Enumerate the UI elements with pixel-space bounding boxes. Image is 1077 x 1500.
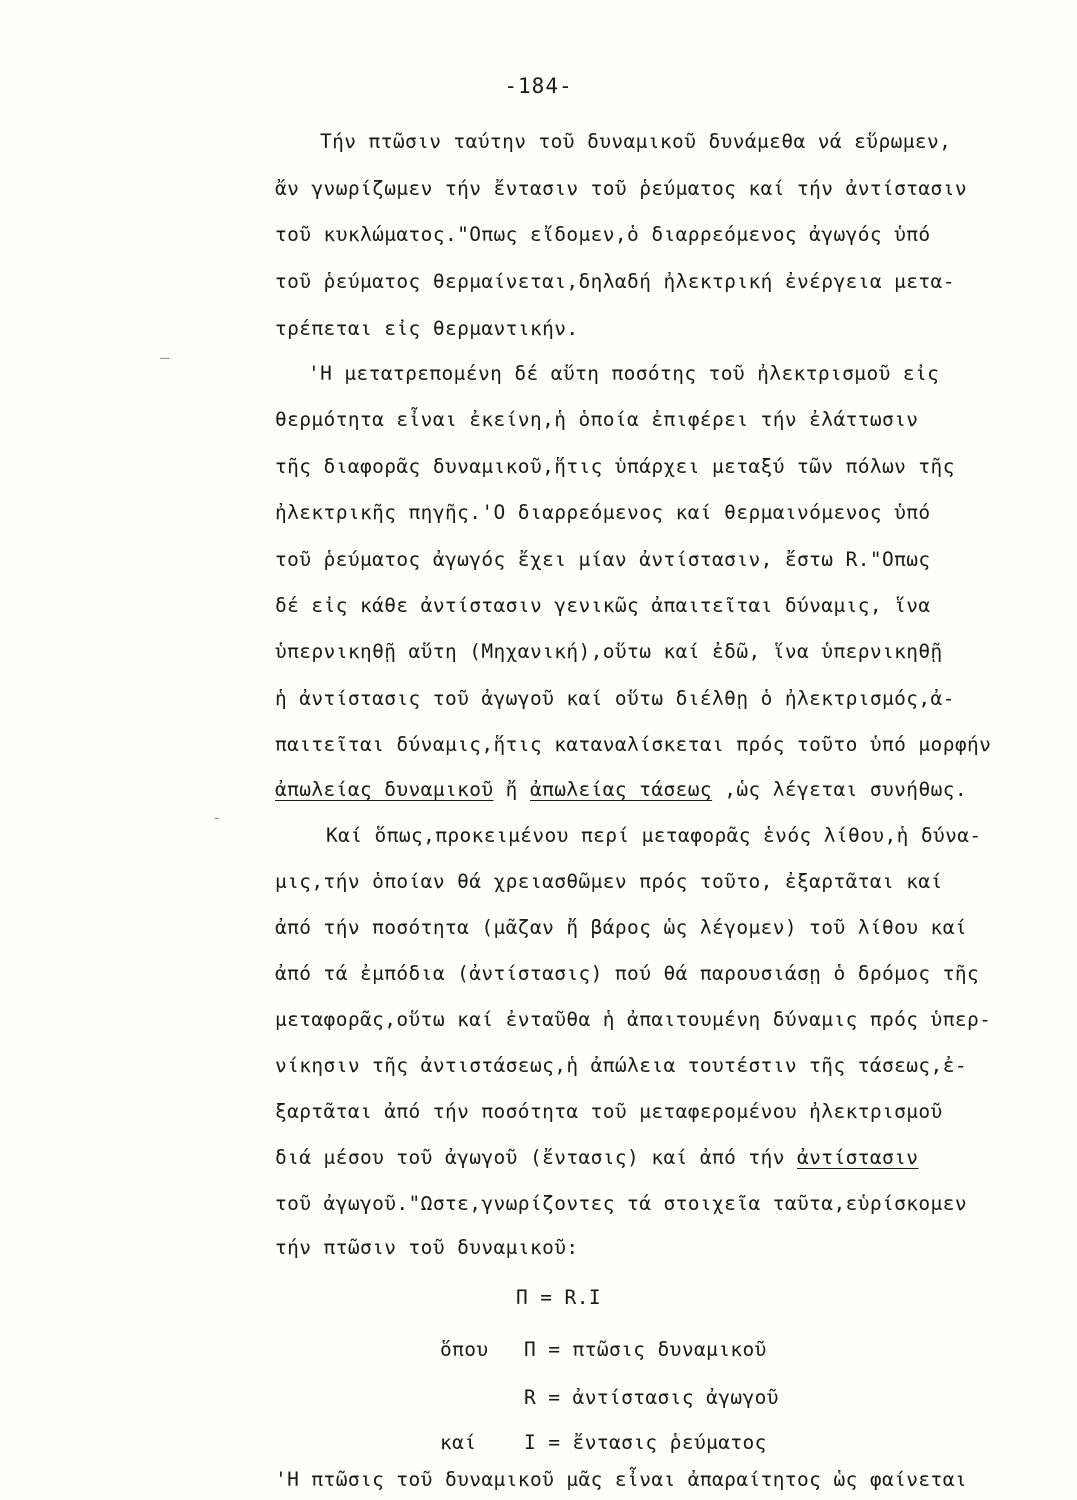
- text-span: ἤ: [493, 778, 530, 801]
- text-line-20: μεταφορᾶς,οὕτω καί ἐνταῦθα ἡ ἀπαιτουμένη δύναμις πρός ὑπερ-: [275, 1008, 992, 1031]
- text-line-1: Τήν πτῶσιν ταύτην τοῦ δυναμικοῦ δυνάμεθα νά εὕρωμεν,: [320, 130, 952, 153]
- text-line-2: ἄν γνωρίζωμεν τήν ἔντασιν τοῦ ῥεύματος καί τήν ἀντίστασιν: [275, 177, 967, 200]
- text-line-5: τρέπεται εἰς θερμαντικήν.: [275, 317, 579, 340]
- definition-pi: Π = πτῶσις δυναμικοῦ: [524, 1338, 767, 1361]
- text-line-4: τοῦ ῥεύματος θερμαίνεται,δηλαδή ἠλεκτρική ἐνέργεια μετα-: [275, 270, 955, 293]
- where-label: ὅπου: [440, 1338, 489, 1361]
- text-line-8: τῆς διαφορᾶς δυναμικοῦ,ἥτις ὑπάρχει μεταξύ τῶν πόλων τῆς: [275, 455, 955, 478]
- text-line-6: 'Η μετατρεπομένη δέ αὕτη ποσότης τοῦ ἠλεκτρισμοῦ εἰς: [308, 362, 940, 385]
- text-line-25: τήν πτῶσιν τοῦ δυναμικοῦ:: [275, 1236, 579, 1259]
- text-line-last: 'Η πτῶσις τοῦ δυναμικοῦ μᾶς εἶναι ἀπαραίτητος ὡς φαίνεται: [275, 1468, 967, 1491]
- text-line-24: τοῦ ἀγωγοῦ."Ωστε,γνωρίζοντες τά στοιχεῖα ταῦτα,εὑρίσκομεν: [275, 1192, 967, 1215]
- text-span: διά μέσου τοῦ ἀγωγοῦ (ἔντασις) καί ἀπό τήν: [275, 1146, 798, 1169]
- text-line-11: δέ εἰς κάθε ἀντίστασιν γενικῶς ἀπαιτεῖται δύναμις, ἵνα: [275, 594, 931, 617]
- text-line-16: Καί ὅπως,προκειμένου περί μεταφορᾶς ἑνός λίθου,ἡ δύνα-: [326, 824, 982, 847]
- text-line-18: ἀπό τήν ποσότητα (μᾶζαν ἤ βάρος ὡς λέγομεν) τοῦ λίθου καί: [275, 916, 967, 939]
- text-span: ,ὡς λέγεται συνήθως.: [712, 778, 968, 801]
- margin-mark: -: [212, 808, 222, 827]
- bleed-through-1: [300, 108, 309, 126]
- text-line-12: ὑπερνικηθῇ αὕτη (Μηχανική),οὕτω καί ἐδῶ, ἵνα ὑπερνικηθῇ: [275, 640, 943, 663]
- text-line-7: θερμότητα εἶναι ἐκείνη,ἡ ὁποία ἐπιφέρει τήν ἐλάττωσιν: [275, 408, 919, 431]
- formula-main: Π = R.I: [516, 1286, 601, 1309]
- underlined-term-3: ἀντίστασιν: [797, 1146, 919, 1169]
- text-line-22: ξαρτᾶται ἀπό τήν ποσότητα τοῦ μεταφερομένου ἠλεκτρισμοῦ: [275, 1100, 943, 1123]
- underlined-term-1: ἀπωλείας δυναμικοῦ: [275, 778, 494, 801]
- text-line-9: ἠλεκτρικῆς πηγῆς.'Ο διαρρεόμενος καί θερμαινόμενος ὑπό: [275, 501, 931, 524]
- text-line-19: ἀπό τά ἐμπόδια (ἀντίστασις) πού θά παρουσιάσῃ ὁ δρόμος τῆς: [275, 962, 980, 985]
- text-line-17: μις,τήν ὁποίαν θά χρειασθῶμεν πρός τοῦτο, ἐξαρτᾶται καί: [275, 870, 943, 893]
- text-line-14: παιτεῖται δύναμις,ἥτις καταναλίσκεται πρός τοῦτο ὑπό μορφήν: [275, 733, 992, 756]
- margin-mark-2: —: [160, 348, 170, 367]
- text-line-23: [275, 1146, 918, 1169]
- underlined-term-2: ἀπωλείας τάσεως: [529, 778, 713, 801]
- page-number: -184-: [504, 74, 573, 98]
- text-line-10: τοῦ ῥεύματος ἀγωγός ἔχει μίαν ἀντίστασιν, ἔστω R."Οπως: [275, 548, 931, 571]
- text-line-3: τοῦ κυκλώματος."Οπως εἴδομεν,ὁ διαρρεόμενος ἀγωγός ὑπό: [275, 223, 931, 246]
- definition-i: I = ἔντασις ῥεύματος: [524, 1431, 767, 1454]
- text-line-13: ἡ ἀντίστασις τοῦ ἀγωγοῦ καί οὕτω διέλθῃ ὁ ἠλεκτρισμός,ἀ-: [275, 687, 955, 710]
- and-label: καί: [440, 1431, 477, 1454]
- definition-r: R = ἀντίστασις ἀγωγοῦ: [524, 1386, 779, 1409]
- text-line-21: νίκησιν τῆς ἀντιστάσεως,ἡ ἀπώλεια τουτέστιν τῆς τάσεως,ἐ-: [275, 1054, 967, 1077]
- text-line-15: [275, 778, 967, 801]
